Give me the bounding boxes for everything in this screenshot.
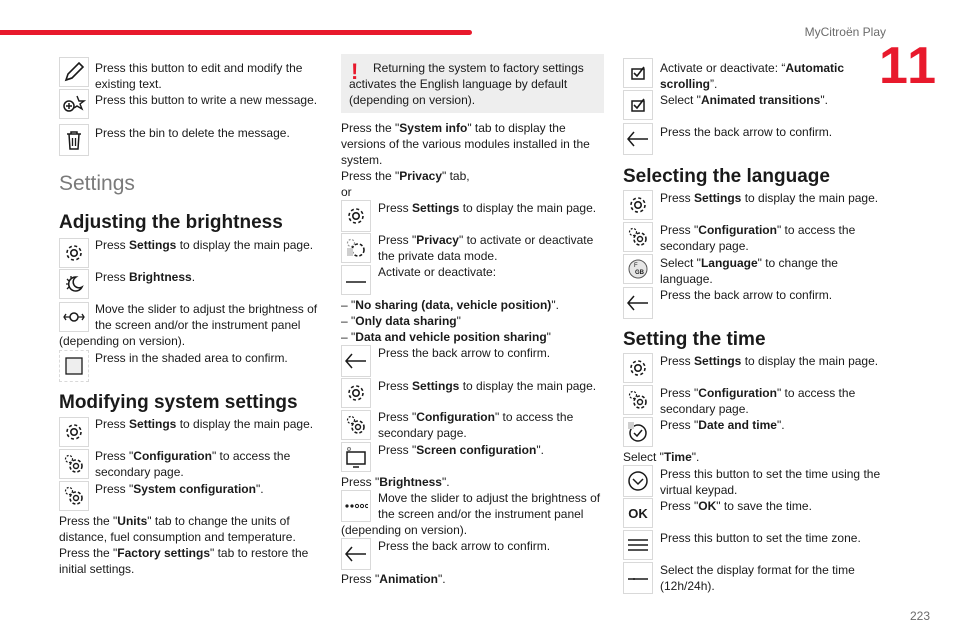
brightness-step-2: Press Brightness. [95,270,196,284]
time-heading: Setting the time [623,329,766,350]
ok-icon: OK [623,498,653,528]
pencil-icon [59,57,89,87]
brightness-step-3-tail: (depending on version). [59,334,186,348]
brightness-step-1: Press Settings to display the main page. [95,238,314,252]
time-step-5: Press this button to set the time using the virtual keypad. [660,467,881,497]
svg-text:GB: GB [635,270,644,276]
back-arrow-icon [623,287,653,319]
privacy-step-1: Press Settings to display the main page. [378,201,597,215]
brightness-step-4: Press in the shaded area to confirm. [95,351,288,365]
configuration-gears-icon [59,481,89,511]
factory-settings-paragraph: Press the "Factory settings" tab to restore the initial settings. [59,546,309,576]
time-step-7: Press this button to set the time zone. [660,531,861,545]
time-step-6: Press "OK" to save the time. [660,499,812,513]
units-paragraph: Press the "Units" tab to change the units of distance, fuel consumption and temperature. [59,514,296,544]
header-accent-bar [0,30,472,35]
option-only-data: – "Only data sharing" [341,314,461,328]
configuration-gears-icon [623,222,653,252]
new-message-desc: Press this button to write a new message. [95,93,318,107]
gear-icon [341,200,371,232]
language-step-3: Select "Language" to change the language. [660,256,838,286]
chapter-number: 11 [879,37,938,95]
configuration-gears-icon [59,449,89,479]
time-step-3: Press "Date and time". [660,418,785,432]
new-message-icon [59,89,89,119]
privacy-tab-paragraph: Press the "Privacy" tab, [341,169,470,183]
back-step-2: Press the back arrow to confirm. [378,539,551,553]
time-step-2: Press "Configuration" to access the secondary page. [660,386,856,416]
clock-icon [623,417,653,447]
option-no-sharing: – "No sharing (data, vehicle position)". [341,298,559,312]
gear-icon [623,353,653,383]
back-arrow-icon [341,345,371,377]
language-heading: Selecting the language [623,166,830,187]
edit-text-desc: Press this button to edit and modify the existing text. [95,61,303,91]
checkbox-icon [623,90,653,120]
menu-lines-icon [623,530,653,560]
gear-icon [59,417,89,447]
gear-icon [59,238,89,268]
privacy-step-3: Activate or deactivate: [378,265,497,279]
dotted-slider-icon [341,490,371,522]
brightness-sun-icon [59,269,89,299]
settings-heading: Settings [59,172,135,195]
time-step-8: Select the display format for the time (12h/24h). [660,563,855,593]
page-number: 223 [909,609,930,623]
system-step-2: Press "Configuration" to access the secondary page. [95,449,291,479]
svg-text:F: F [634,263,638,269]
configuration-gears-icon [341,410,371,440]
shaded-area-icon [59,350,89,382]
back-step-3: Press the back arrow to confirm. [660,125,833,139]
back-step-1: Press the back arrow to confirm. [378,346,551,360]
brightness-heading: Adjusting the brightness [59,212,283,233]
privacy-gears-icon [341,233,371,263]
language-step-1: Press Settings to display the main page. [660,191,879,205]
back-arrow-icon [623,123,653,155]
warning-box [341,54,604,113]
system-info-paragraph: Press the "System info" tab to display the versions of the various modules installed in the system. [341,121,590,167]
header-title: MyCitroën Play [804,25,886,39]
system-step-3: Press "System configuration". [95,482,264,496]
system-step-1: Press Settings to display the main page. [95,417,314,431]
configuration-gears-icon [623,385,653,415]
screen-slider-tail: (depending on version). [341,523,468,537]
animation-select: Press "Animation". [341,572,446,586]
option-data-and-position: – "Data and vehicle position sharing" [341,330,551,344]
brightness-step-3: Move the slider to adjust the brightness of the screen and/or the instrument panel [95,302,318,332]
bin-desc: Press the bin to delete the message. [95,126,290,140]
language-step-4: Press the back arrow to confirm. [660,288,833,302]
screen-step-1: Press Settings to display the main page. [378,379,597,393]
language-flag-icon [623,254,653,284]
screen-config-icon [341,442,371,472]
toggle-line-icon [341,265,371,295]
checkbox-icon [623,58,653,88]
language-step-2: Press "Configuration" to access the secondary page. [660,223,856,253]
back-arrow-icon [341,538,371,570]
chevron-circle-icon [623,465,653,497]
screen-step-2: Press "Configuration" to access the secondary page. [378,410,574,440]
brightness-select: Press "Brightness". [341,475,450,489]
auto-scroll-step: Activate or deactivate: “Automatic scrolling”. [660,61,845,91]
format-toggle-icon [623,562,653,594]
privacy-step-2: Press "Privacy" to activate or deactivate the private data mode. [378,233,594,263]
gear-icon [341,378,371,408]
time-step-4: Select "Time". [623,450,700,464]
warning-exclamation-icon: ! [351,59,359,84]
warning-text: Returning the system to factory settings activates the English language by default (depending on version). [349,61,584,107]
animated-transitions-step: Select "Animated transitions". [660,93,828,107]
screen-slider-desc: Move the slider to adjust the brightness of the screen and/or the instrument panel [378,491,601,521]
slider-icon [59,302,89,332]
gear-icon [623,190,653,220]
system-settings-heading: Modifying system settings [59,392,298,413]
bin-icon [59,124,89,156]
screen-step-3: Press "Screen configuration". [378,443,544,457]
or-text: or [341,185,352,199]
time-step-1: Press Settings to display the main page. [660,354,879,368]
